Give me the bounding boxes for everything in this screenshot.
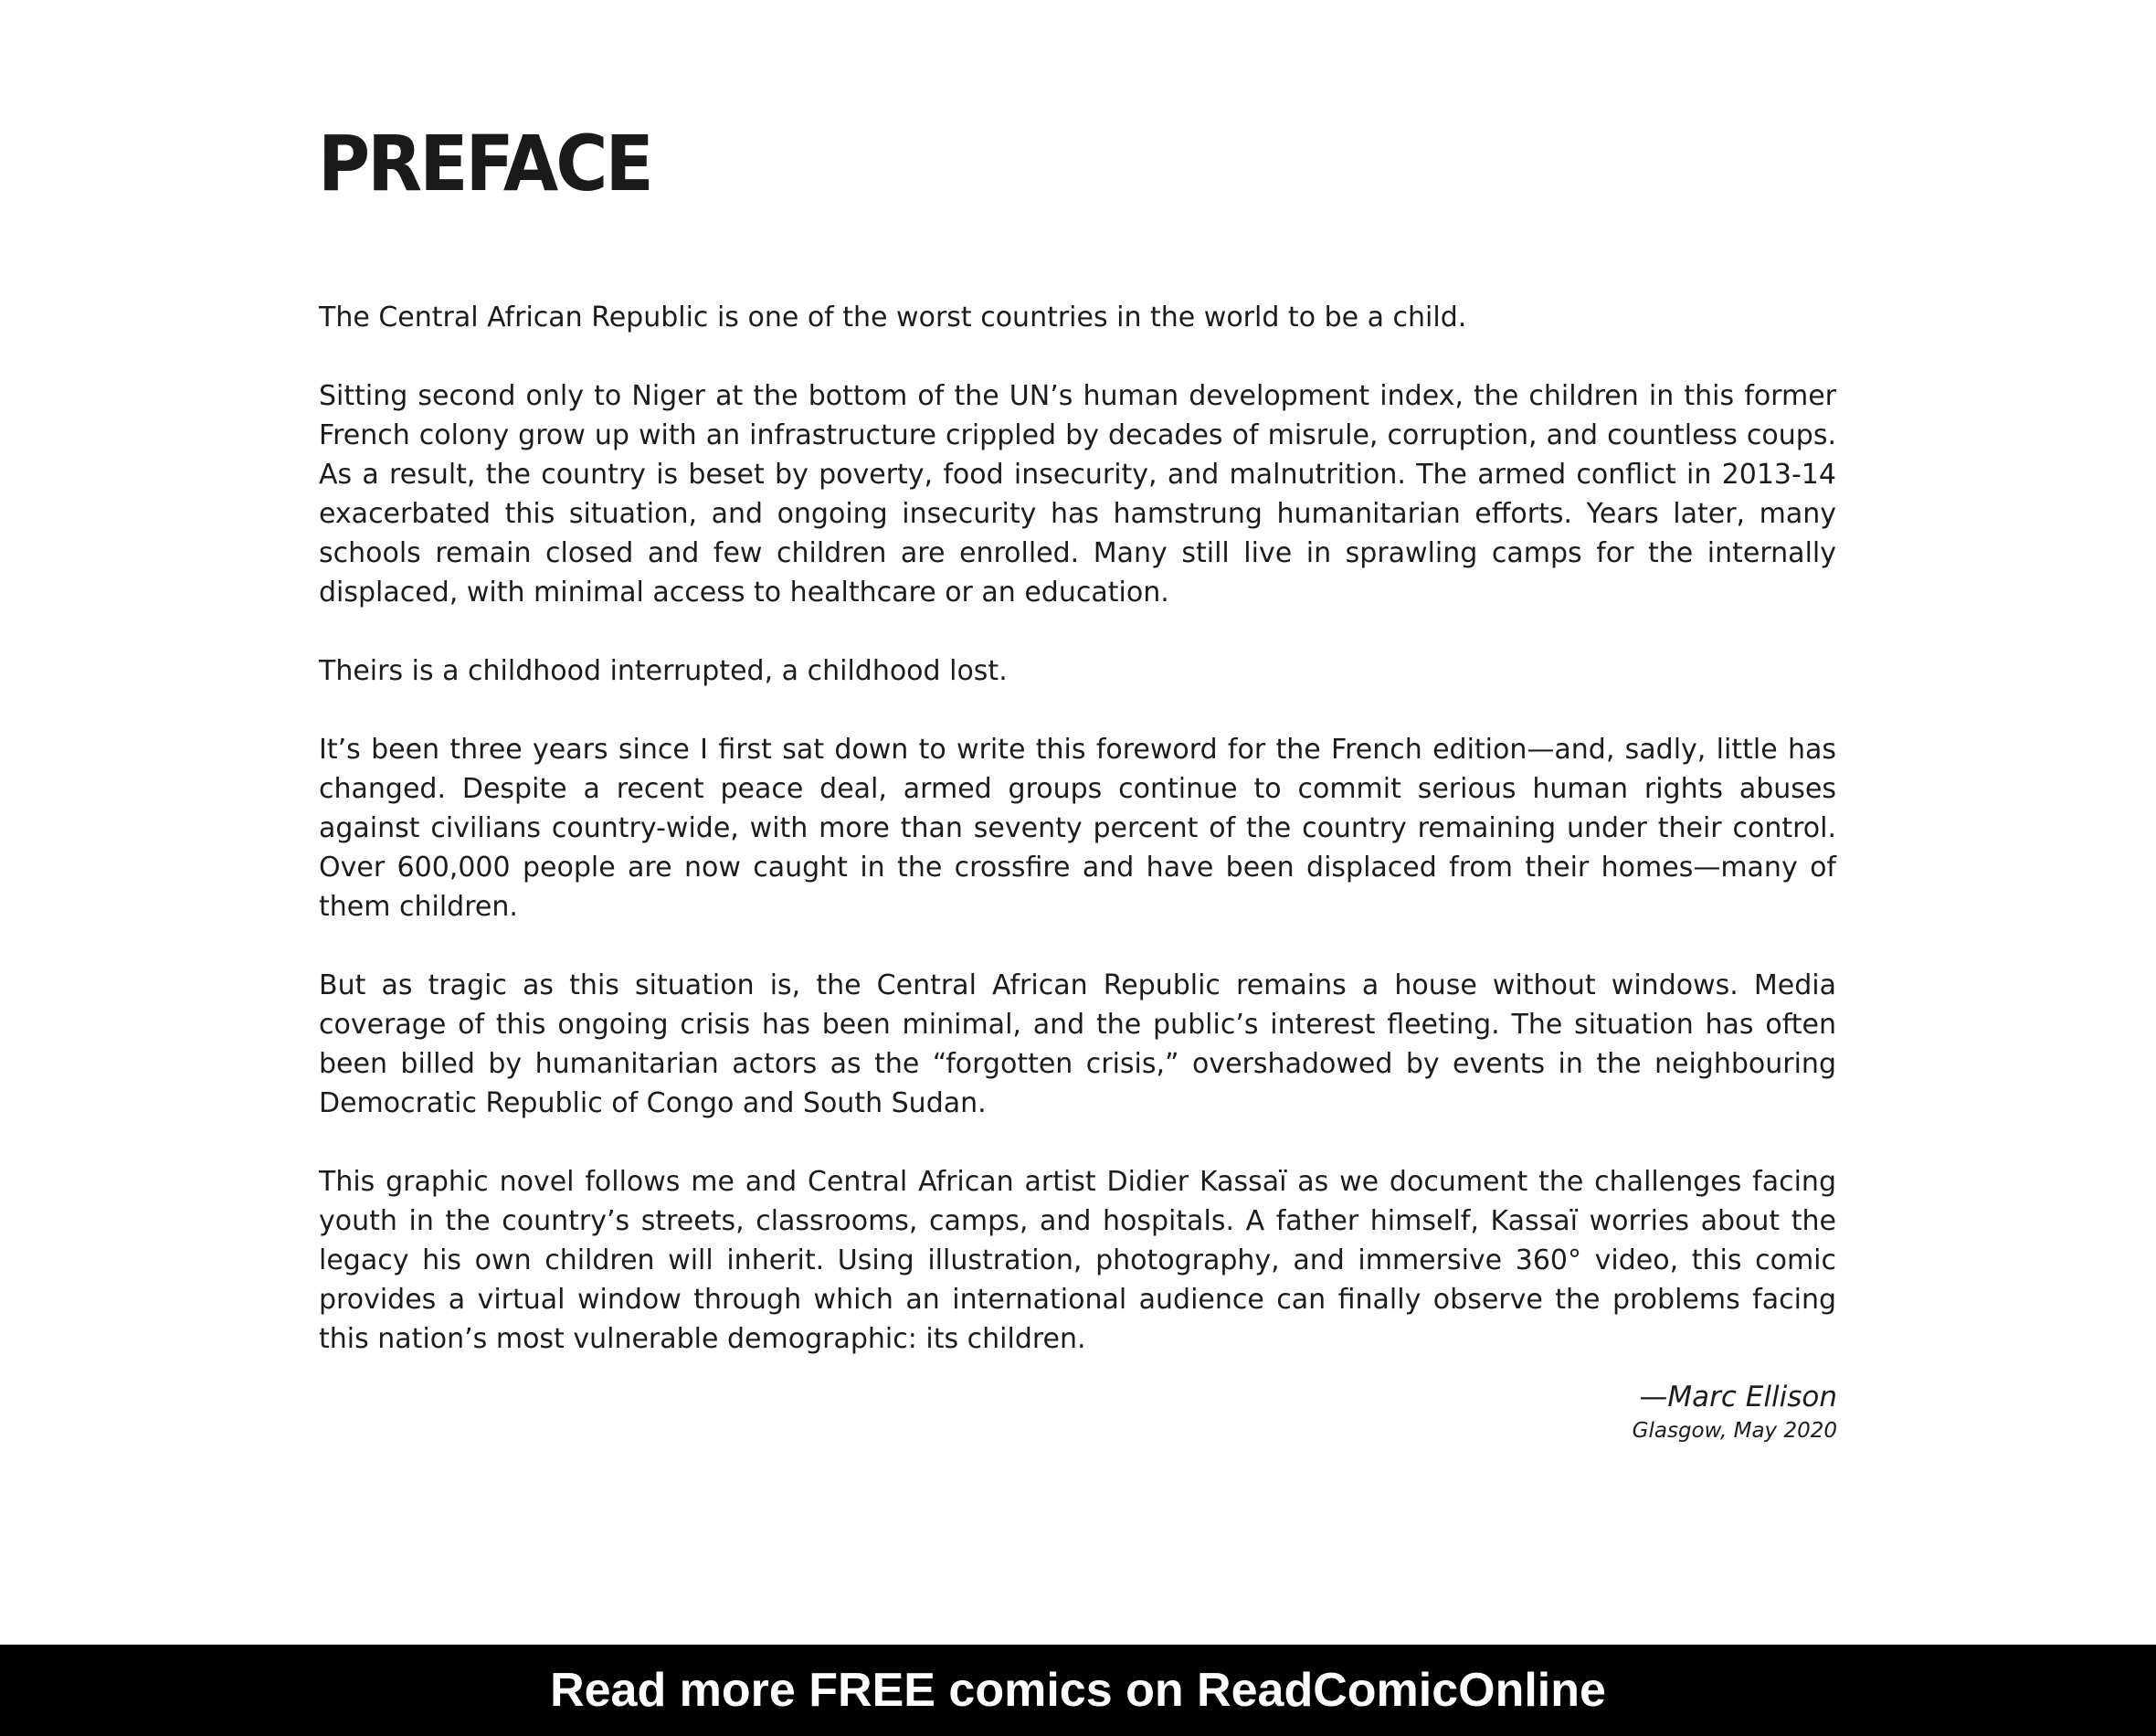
promo-banner-link[interactable]: Read more FREE comics on ReadComicOnline	[550, 1664, 1606, 1717]
page-title: PREFACE	[318, 120, 651, 209]
paragraph-6: This graphic novel follows me and Central African artist Didier Kassaï as we document the challenges facing youth in the country’s streets, classrooms, camps, and hospitals. A father himself, Kassaï worries about the legacy his own children will inherit. Using illustration, photography, and immersive 360° video, this comic provides a virtual window through which an international audience can finally observe the problems facing this nation’s most vulnerable demographic: its children.	[319, 1166, 1836, 1355]
signature-author: —Marc Ellison	[1639, 1381, 1837, 1413]
paragraph-5: But as tragic as this situation is, the Central African Republic remains a house without windows. Media coverage of this ongoing crisis has been minimal, and the public’s interest fleeting. The situation has often been billed by humanitarian actors as the “forgotten crisis,” overshadowed by events in the neighbouring Democratic Republic of Congo and South Sudan.	[319, 969, 1836, 1119]
signature-place-date: Glasgow, May 2020	[1632, 1419, 1837, 1443]
promo-banner[interactable]	[0, 1645, 2156, 1736]
paragraph-4: It’s been three years since I first sat down to write this foreword for the French edition—and, sadly, little has changed. Despite a recent peace deal, armed groups continue to commit serious human rights abuses against civilians country-wide, with more than seventy percent of the country remaining under their control. Over 600,000 people are now caught in the crossfire and have been displaced from their homes—many of them children.	[319, 734, 1836, 923]
paragraph-3: Theirs is a childhood interrupted, a childhood lost.	[319, 655, 1008, 687]
paragraph-2: Sitting second only to Niger at the bottom of the UN’s human development index, the children in this former French colony grow up with an infrastructure crippled by decades of misrule, corruption, and countless coups. As a result, the country is beset by poverty, food insecurity, and malnutrition. The armed conflict in 2013-14 exacerbated this situation, and ongoing insecurity has hamstrung humanitarian efforts. Years later, many schools remain closed and few children are enrolled. Many still live in sprawling camps for the internally displaced, with minimal access to healthcare or an education.	[319, 380, 1836, 609]
preface-body	[319, 298, 1836, 1359]
signature	[1633, 1378, 1837, 1445]
paragraph-1: The Central African Republic is one of the worst countries in the world to be a child.	[319, 302, 1467, 333]
